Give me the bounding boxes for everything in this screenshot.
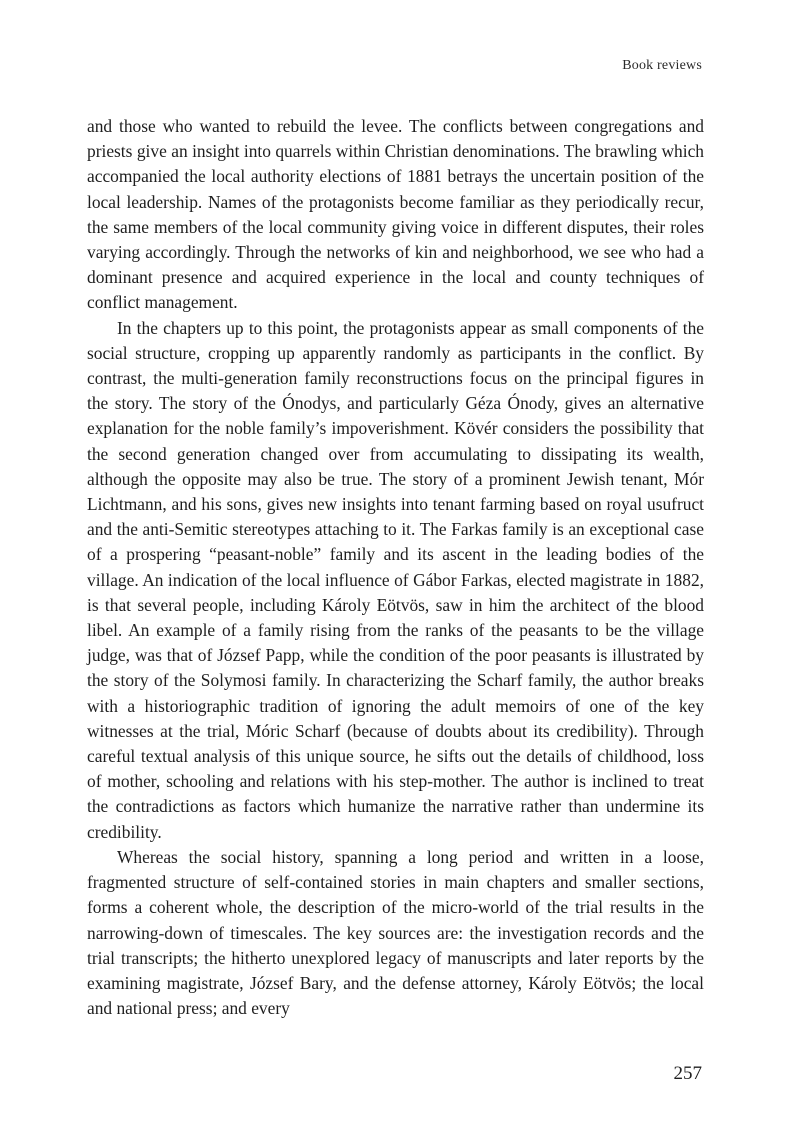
paragraph: In the chapters up to this point, the protagonists appear as small components of the social structure, cropping up apparently randomly as participants in the conflict. By contrast, the multi-generation family reconstructions focus on the principal figures in the story. The story of the Ónodys, and particularly Géza Ónody, gives an alternative explanation for the noble family’s impoverishment. Kövér considers the possibility that the second generation changed over from accumulating to dissipating its wealth, although the opposite may also be true. The story of a prominent Jewish tenant, Mór Lichtmann, and his sons, gives new insights into tenant farming based on royal usufruct and the anti-Semitic stereotypes attaching to it. The Farkas family is an exceptional case of a prospering “peasant-noble” family and its ascent in the leading bodies of the village. An indication of the local influence of Gábor Farkas, elected magistrate in 1882, is that several people, including Károly Eötvös, saw in him the architect of the blood libel. An example of a family rising from the ranks of the peasants to be the village judge, was that of József Papp, while the condition of the poor peasants is illustrated by the story of the Solymosi family. In characterizing the Scharf family, the author breaks with a historiographic tradition of ignoring the adult memoirs of one of the key witnesses at the trial, Móric Scharf (because of doubts about its credibility). Through careful textual analysis of this unique source, he sifts out the details of childhood, loss of mother, schooling and relations with his step-mother. The author is inclined to treat the contradictions as factors which humanize the narrative rather than undermine its credibility. [87,317,704,842]
paragraph: and those who wanted to rebuild the levee. The conflicts between congregations and priests give an insight into quarrels within Christian denominations. The brawling which accompanied the local authority elections of 1881 betrays the uncertain position of the local leadership. Names of the protagonists become familiar as they periodically recur, the same members of the local community giving voice in different disputes, their roles varying accordingly. Through the networks of kin and neighborhood, we see who had a dominant presence and acquired experience in the local and county techniques of conflict management. [87,116,704,313]
paragraph: Whereas the social history, spanning a long period and written in a loose, fragmented structure of self-contained stories in main chapters and smaller sections, forms a coherent whole, the description of the micro-world of the trial results in the narrowing-down of timescales. The key sources are: the investigation records and the trial transcripts; the hitherto unexplored legacy of manuscripts and later reports by the examining magistrate, József Bary, and the defense attorney, Károly Eötvös; the local and national press; and every [87,846,704,1019]
article-body [87,114,704,1021]
running-head: Book reviews [622,58,702,73]
page-number: 257 [673,1063,702,1084]
